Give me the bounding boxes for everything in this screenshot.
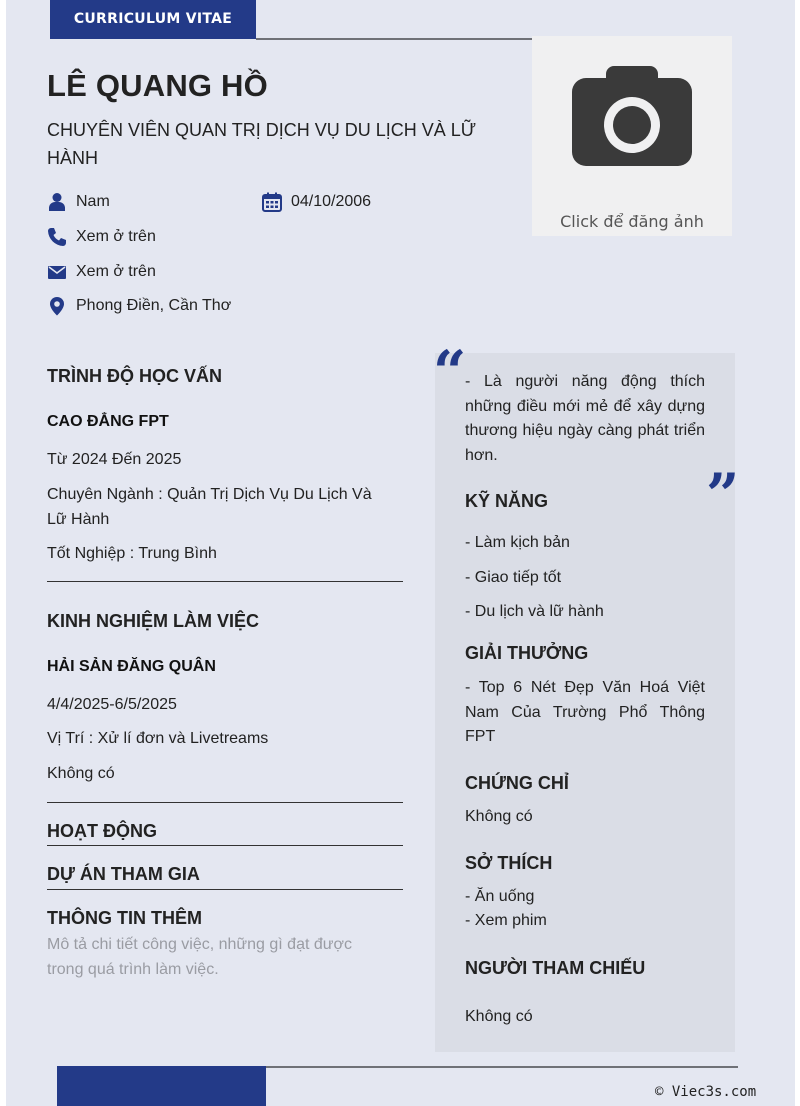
- hobbies-heading: SỞ THÍCH: [465, 853, 553, 873]
- gender-value: Nam: [76, 193, 110, 210]
- phone-value: Xem ở trên: [76, 228, 156, 245]
- experience-period: 4/4/2025-6/5/2025: [47, 696, 177, 713]
- job-title: CHUYÊN VIÊN QUAN TRỊ DỊCH VỤ DU LỊCH VÀ LỮ HÀNH: [47, 120, 477, 168]
- education-result: Tốt Nghiệp : Trung Bình: [47, 545, 217, 562]
- envelope-icon: [47, 262, 67, 282]
- additional-info-heading: THÔNG TIN THÊM: [47, 908, 202, 928]
- email-value: Xem ở trên: [76, 263, 156, 280]
- birthday-value: 04/10/2006: [291, 193, 372, 210]
- section-divider: [47, 889, 403, 890]
- references-text: Không có: [465, 1008, 533, 1025]
- calendar-icon: [262, 192, 282, 212]
- education-period: Từ 2024 Đến 2025: [47, 451, 182, 468]
- section-divider: [47, 802, 403, 803]
- skill-item: - Giao tiếp tốt: [465, 569, 562, 586]
- candidate-name: LÊ QUANG HỒ: [47, 68, 268, 103]
- cv-header-badge: CURRICULUM VITAE: [50, 0, 256, 39]
- awards-text: - Top 6 Nét Đẹp Văn Hoá Việt Nam Của Trường Phổ Thông FPT: [465, 679, 705, 745]
- experience-company: HẢI SẢN ĐĂNG QUÂN: [47, 658, 216, 675]
- person-icon: [47, 192, 67, 212]
- additional-info-placeholder[interactable]: Mô tả chi tiết công việc, những gì đạt được trong quá trình làm việc.: [47, 936, 352, 978]
- location-pin-icon: [47, 296, 67, 316]
- certificates-heading: CHỨNG CHỈ: [465, 773, 569, 793]
- photo-upload[interactable]: [532, 36, 732, 236]
- experience-heading: KINH NGHIỆM LÀM VIỆC: [47, 611, 260, 631]
- education-major: Chuyên Ngành : Quản Trị Dịch Vụ Du Lịch Và Lữ Hành: [47, 486, 372, 528]
- open-quote-icon: “: [433, 338, 467, 406]
- references-heading: NGƯỜI THAM CHIẾU: [465, 958, 646, 978]
- phone-icon: [47, 227, 67, 247]
- section-divider: [47, 581, 403, 582]
- header-divider: [256, 38, 532, 40]
- photo-upload-label: Click để đăng ảnh: [560, 212, 704, 231]
- education-heading: TRÌNH ĐỘ HỌC VẤN: [47, 366, 222, 386]
- awards-heading: GIẢI THƯỞNG: [465, 643, 589, 663]
- experience-note: Không có: [47, 765, 115, 782]
- certificates-text: Không có: [465, 808, 533, 825]
- footer-bar: [57, 1066, 266, 1106]
- footer-divider: [266, 1066, 738, 1068]
- camera-icon: [572, 64, 692, 170]
- skill-item: - Du lịch và lữ hành: [465, 603, 604, 620]
- education-school: CAO ĐẲNG FPT: [47, 413, 169, 430]
- close-quote-icon: ”: [706, 461, 740, 529]
- skill-item: - Làm kịch bản: [465, 534, 570, 551]
- projects-heading: DỰ ÁN THAM GIA: [47, 864, 200, 884]
- activities-heading: HOẠT ĐỘNG: [47, 821, 157, 841]
- section-divider: [47, 845, 403, 846]
- experience-position: Vị Trí : Xử lí đơn và Livetreams: [47, 730, 269, 747]
- copyright-text: © Viec3s.com: [655, 1084, 757, 1100]
- hobby-item: - Ăn uống: [465, 888, 535, 905]
- address-value: Phong Điền, Cần Thơ: [76, 297, 232, 314]
- career-objective: - Là người năng động thích những điều mới mẻ để xây dựng thương hiệu ngày càng phát triển hơn.: [465, 373, 705, 464]
- hobby-item: - Xem phim: [465, 912, 547, 929]
- skills-heading: KỸ NĂNG: [465, 491, 549, 511]
